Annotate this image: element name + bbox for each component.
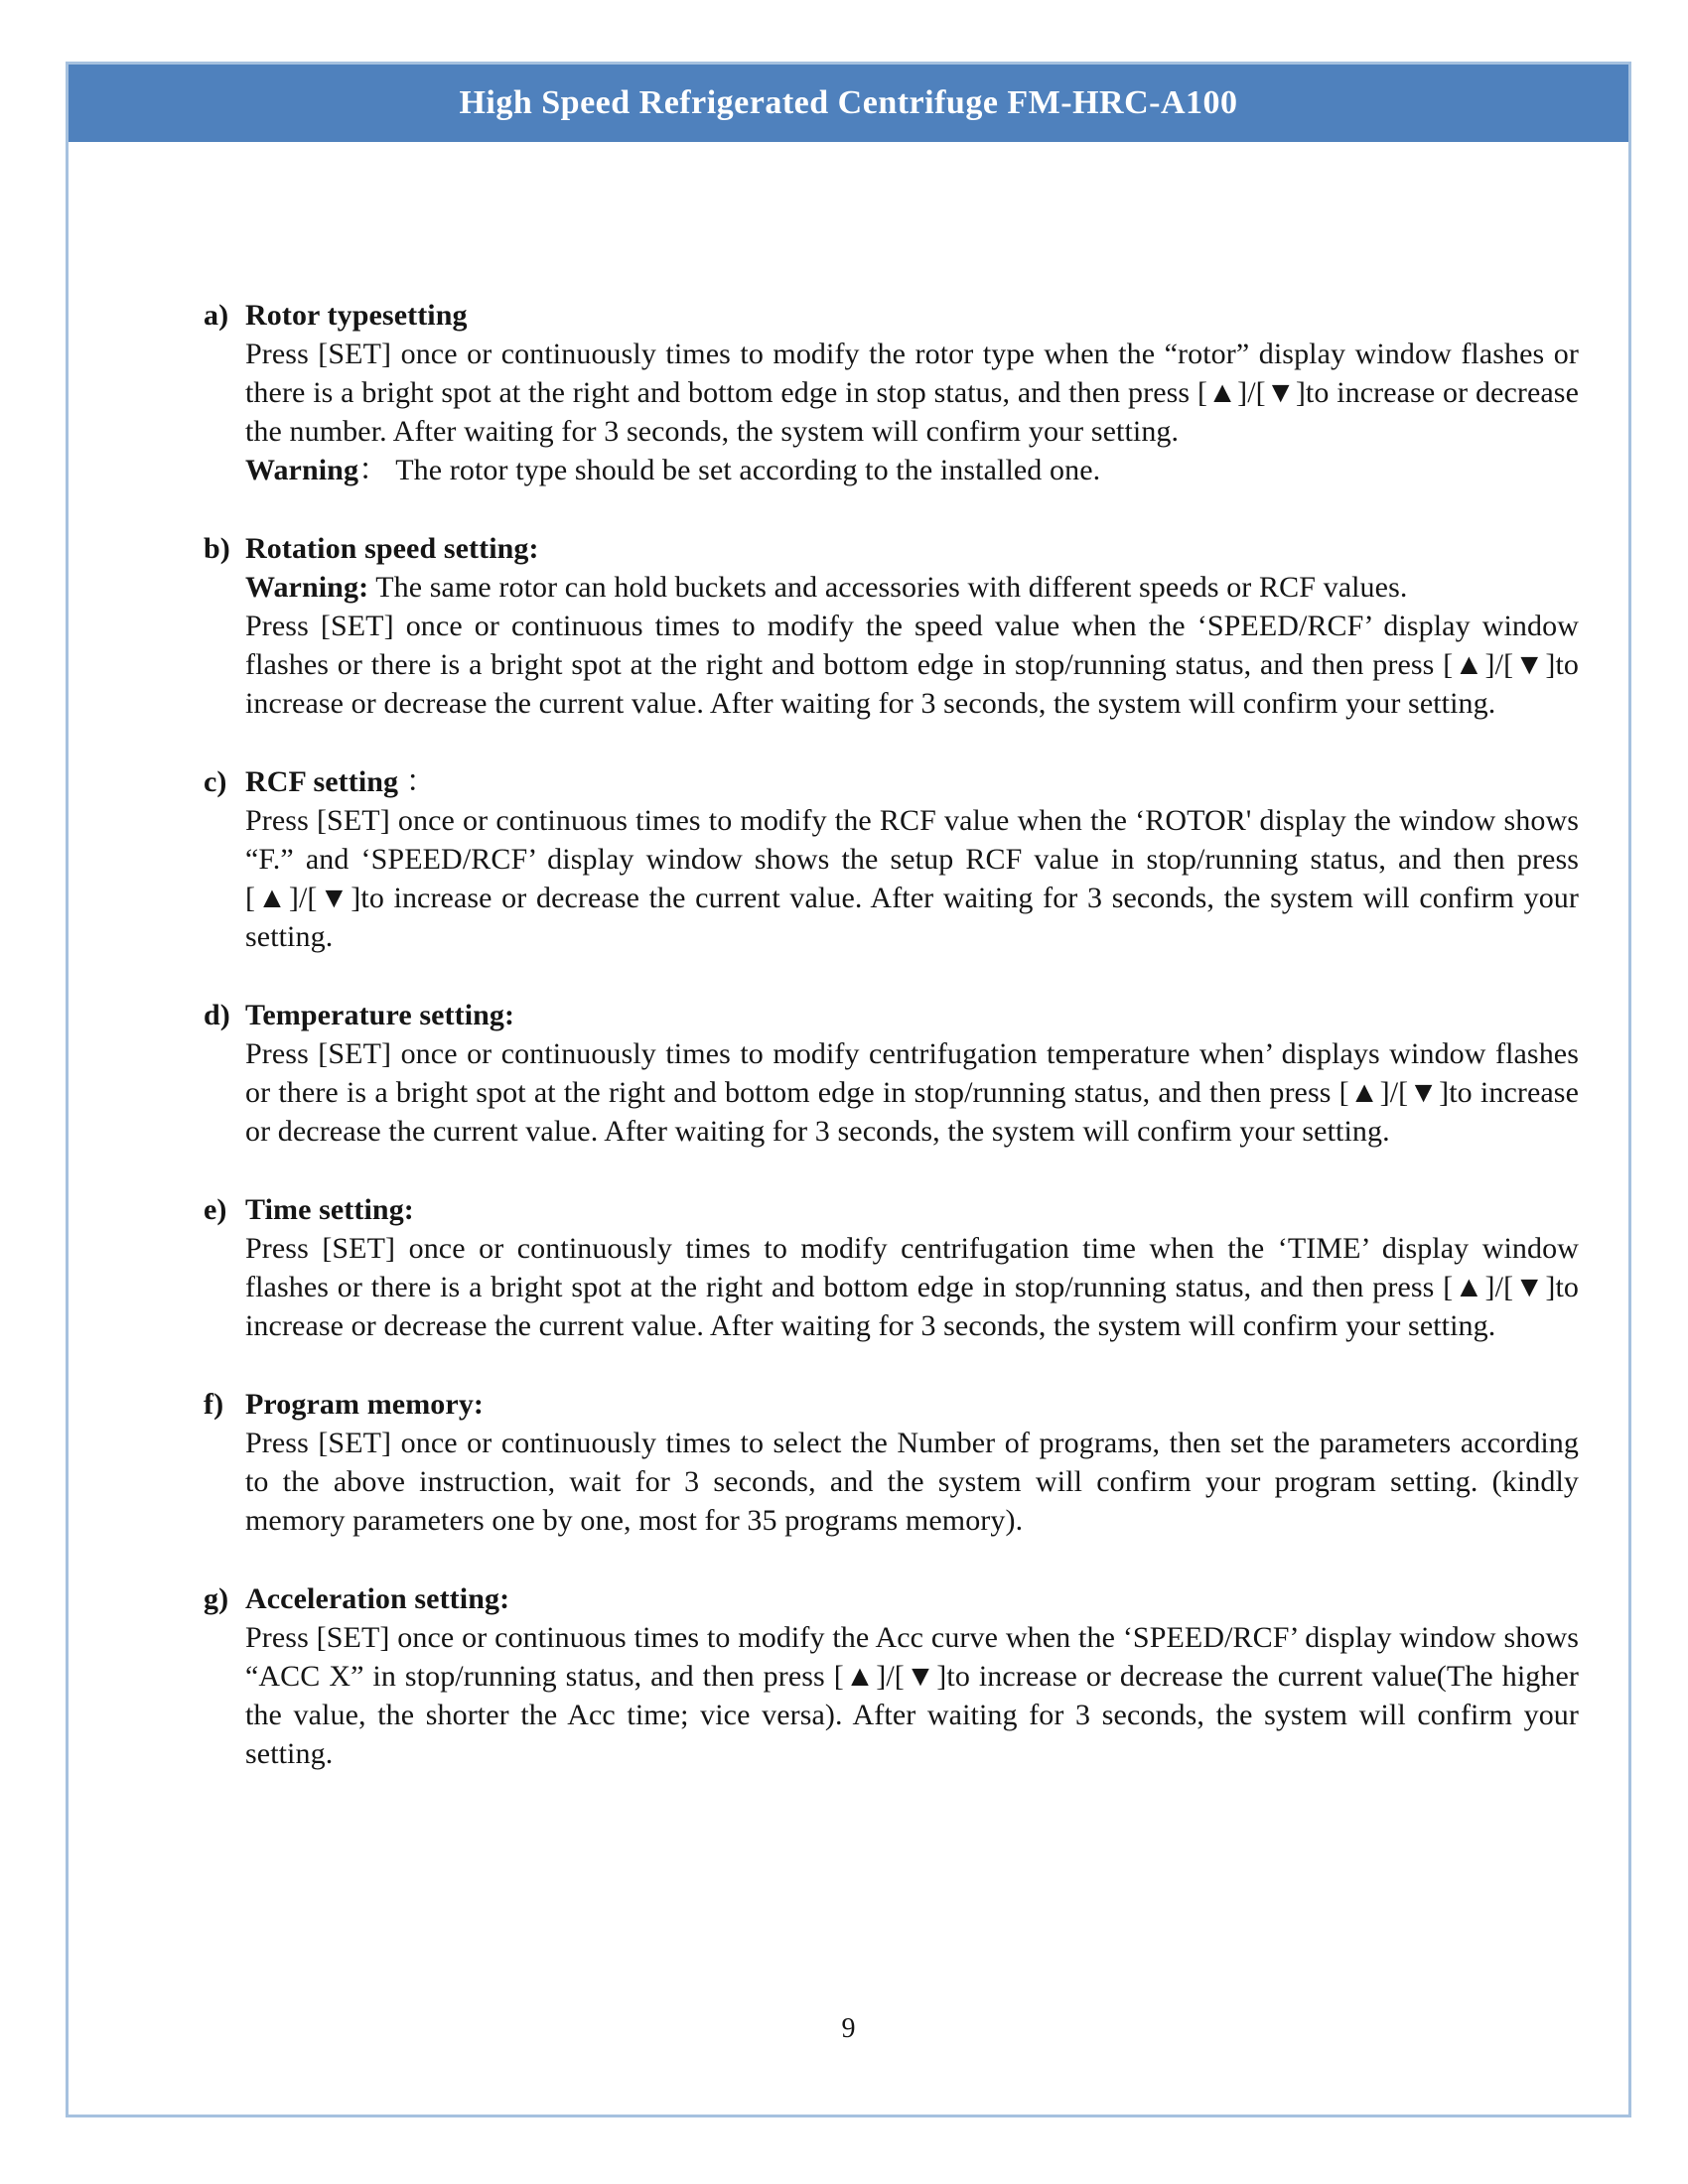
document-title: High Speed Refrigerated Centrifuge FM-HRC-A100: [459, 84, 1238, 121]
section-title: Rotor typesetting: [245, 299, 468, 332]
section: [204, 529, 1579, 723]
section-title: Program memory:: [245, 1388, 485, 1421]
text-run: ： The rotor type should be set according to the installed one.: [358, 454, 1101, 486]
text-run: Press [SET] once or continuous times to modify the Acc curve when the ‘SPEED/RCF’ display window shows “ACC X” in stop/running status, and then press [▲]/[▼]to increase or decrease the current value(The higher the value, the shorter the Acc time; vice versa). After waiting for 3 seconds, the system will confirm your setting.: [245, 1621, 1579, 1770]
section-title: Temperature setting:: [245, 999, 515, 1031]
text-run: The same rotor can hold buckets and accessories with different speeds or RCF values.: [368, 571, 1408, 604]
sections-container: [69, 142, 1628, 1773]
section-title-suffix: ：: [398, 765, 436, 798]
text-run: Press [SET] once or continuously times to modify centrifugation temperature when’ displays window flashes or there is a bright spot at the right and bottom edge in stop/running status, and then press [▲]/[▼]to increase or decrease the current value. After waiting for 3 seconds, the system will confirm your setting.: [245, 1037, 1579, 1148]
text-run: Press [SET] once or continuously times to select the Number of programs, then set the parameters according to the above instruction, wait for 3 seconds, and the system will confirm your program setting. (kindly memory parameters one by one, most for 35 programs memory).: [245, 1427, 1579, 1537]
section-letter: e): [204, 1193, 227, 1226]
section: [204, 1190, 1579, 1345]
section-title: Rotation speed setting:: [245, 532, 539, 565]
section-paragraph: [245, 568, 1579, 607]
section-heading: [204, 996, 1579, 1034]
section-title: Time setting:: [245, 1193, 414, 1226]
section-paragraph: [245, 335, 1579, 451]
section: [204, 296, 1579, 489]
section-heading: [204, 1579, 1579, 1618]
section-letter: g): [204, 1582, 229, 1615]
section: [204, 762, 1579, 956]
section-letter: f): [204, 1388, 224, 1421]
section-letter: d): [204, 999, 230, 1031]
section-heading: [204, 762, 1579, 801]
text-run: Press [SET] once or continuously times to modify the rotor type when the “rotor” display window flashes or there is a bright spot at the right and bottom edge in stop status, and then press [▲]/[▼]to increase or decrease the number. After waiting for 3 seconds, the system will confirm your setting.: [245, 338, 1579, 448]
section-paragraph: [245, 1424, 1579, 1540]
section-heading: [204, 529, 1579, 568]
section-heading: [204, 296, 1579, 335]
text-run: Press [SET] once or continuous times to modify the RCF value when the ‘ROTOR' display the window shows “F.” and ‘SPEED/RCF’ display window shows the setup RCF value in stop/running status, and then press [▲]/[▼]to increase or decrease the current value. After waiting for 3 seconds, the system will confirm your setting.: [245, 804, 1579, 953]
section-paragraph: [245, 607, 1579, 723]
text-run: Press [SET] once or continuously times to modify centrifugation time when the ‘TIME’ display window flashes or there is a bright spot at the right and bottom edge in stop/running status, and then press [▲]/[▼]to increase or decrease the current value. After waiting for 3 seconds, the system will confirm your setting.: [245, 1232, 1579, 1342]
section-letter: a): [204, 299, 229, 332]
section: [204, 1385, 1579, 1540]
section-heading: [204, 1190, 1579, 1229]
section-paragraph: [245, 1034, 1579, 1151]
section-letter: b): [204, 532, 230, 565]
section-title: Acceleration setting:: [245, 1582, 510, 1615]
section-heading: [204, 1385, 1579, 1424]
section-paragraph: [245, 1229, 1579, 1345]
section: [204, 996, 1579, 1151]
section-letter: c): [204, 765, 227, 798]
section: [204, 1579, 1579, 1773]
page-number: 9: [841, 2013, 856, 2044]
bold-run: Warning:: [245, 571, 369, 604]
document-header: [69, 65, 1628, 142]
text-run: Press [SET] once or continuous times to modify the speed value when the ‘SPEED/RCF’ display window flashes or there is a bright spot at the right and bottom edge in stop/running status, and then press [▲]/[▼]to increase or decrease the current value. After waiting for 3 seconds, the system will confirm your setting.: [245, 610, 1579, 720]
bold-run: Warning: [245, 454, 359, 486]
section-paragraph: [245, 451, 1579, 489]
page-frame: [66, 62, 1631, 2117]
section-paragraph: [245, 801, 1579, 956]
section-paragraph: [245, 1618, 1579, 1773]
section-title: RCF setting: [245, 765, 399, 798]
